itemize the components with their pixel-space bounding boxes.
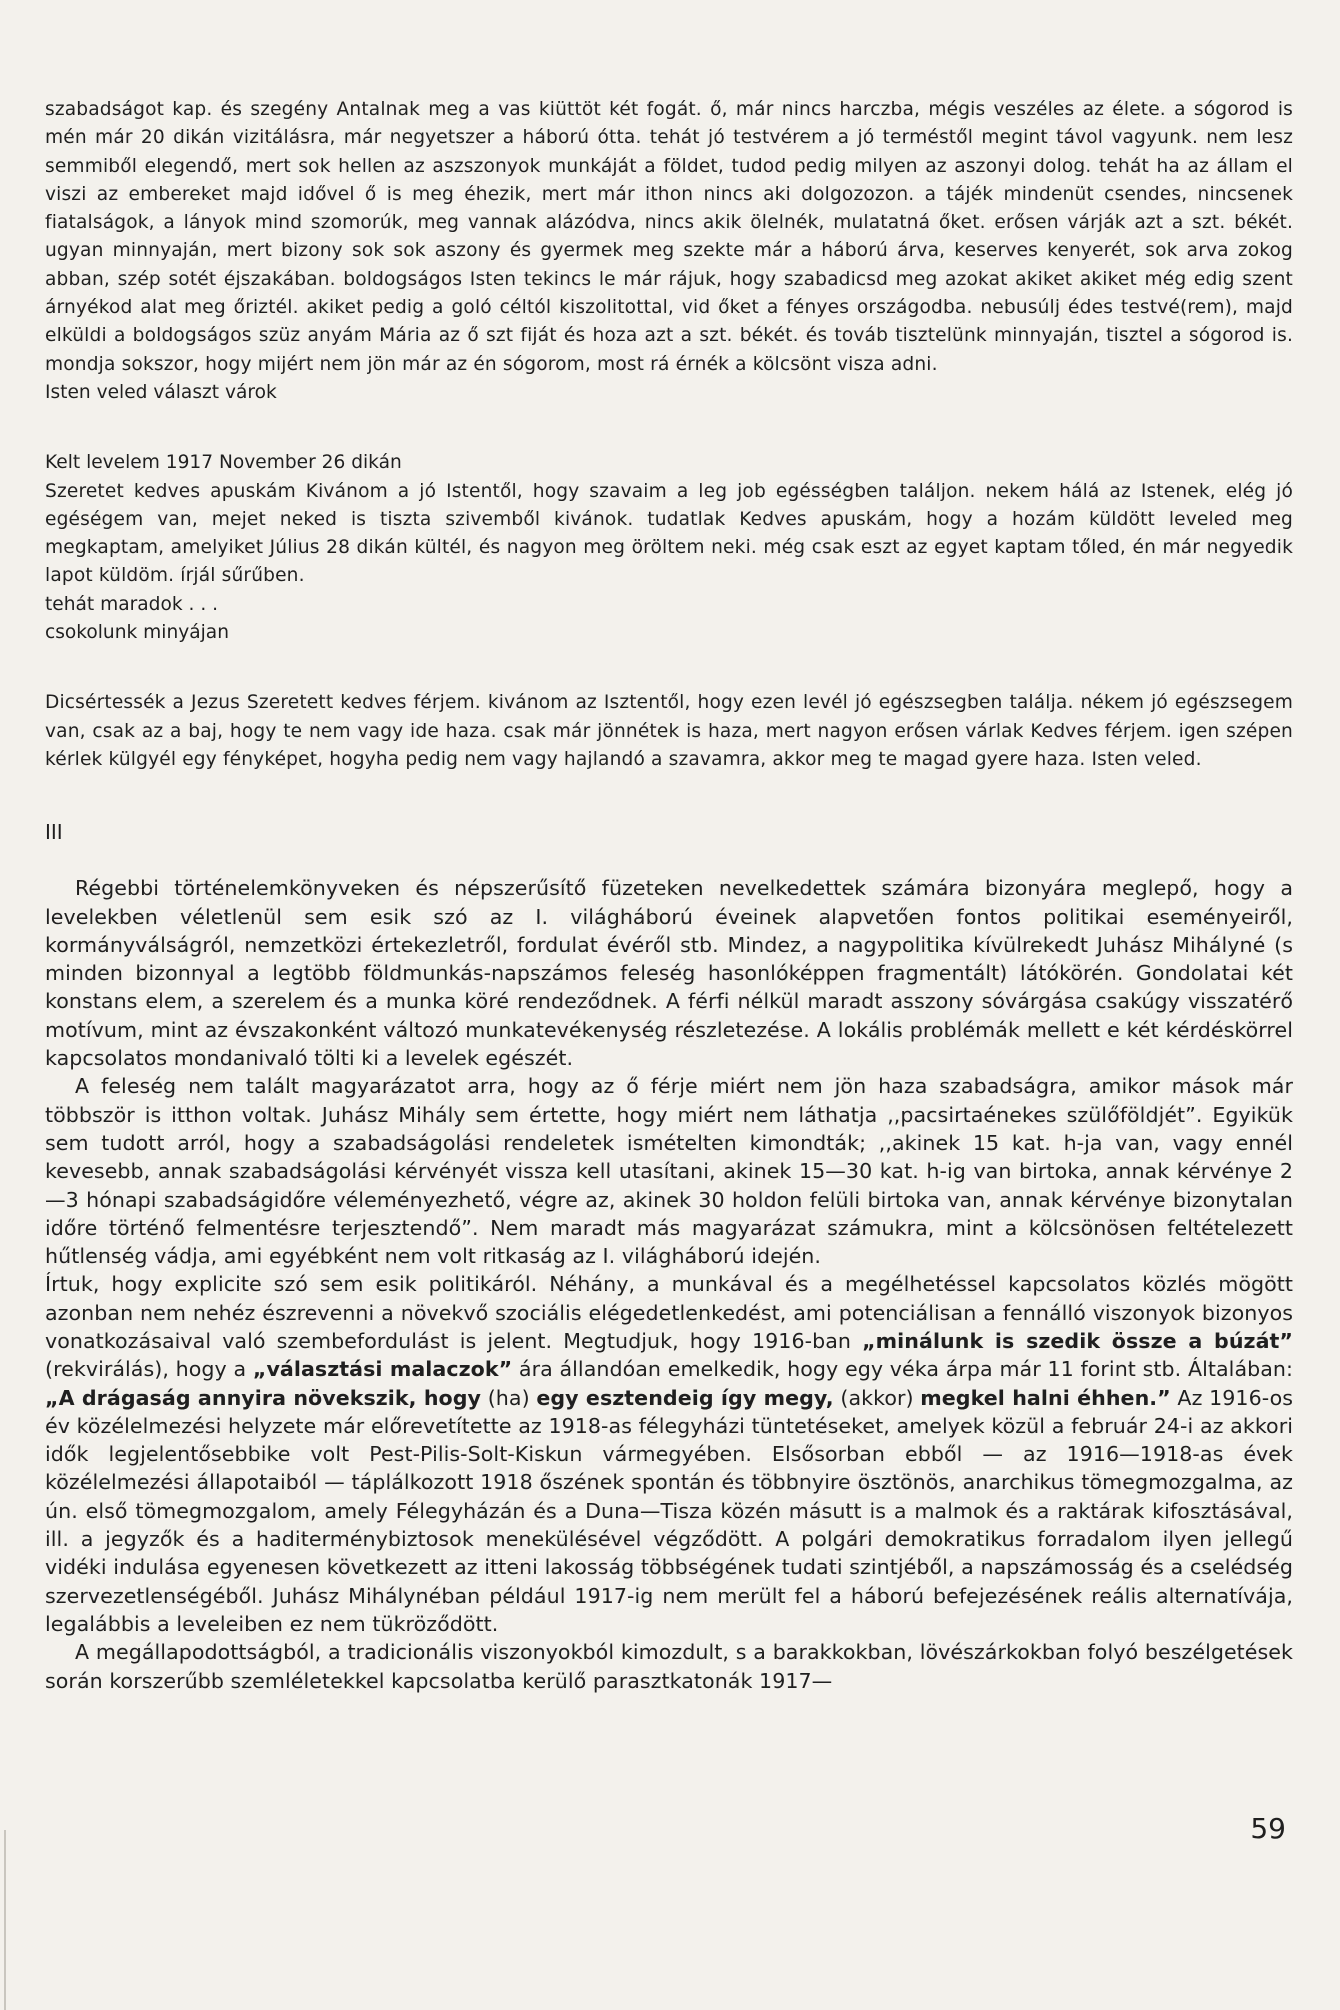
section-number: III [45, 820, 63, 845]
letter-1-closing: Isten veled választ várok [45, 381, 277, 403]
p3-quote-5: megkel halni éhhen.” [920, 1385, 1171, 1410]
spacer [45, 846, 1293, 874]
letter-3-text: Dicsértessék a Jezus Szeretett kedves férjem. kivánom az Isztentől, hogy ezen levél jó egészsegben találja. nékem jó egészsegem van, csak az a baj, hogy te nem vagy ide haza. csak már jönnétek is haza, mert nagyon erősen várlak Kedves férjem. igen szépen kérlek külgyél egy fényképet, hogyha pedig nem vagy hajlandó a szavamra, akkor meg te magad gyere haza. Isten veled. [45, 692, 1293, 770]
p3-text-a: Írtuk, hogy explicite szó sem esik politikáról. Néhány, a munkával és a megélhetéssel kapcsolatos közlés mögött azonban nem nehéz észrevenni a növekvő szociális elégedetlenkedést, ami potenciálisan a fennálló viszonyok bizonyos vonatkozásaival való szembefordulást is jelent. Megtudjuk, hogy 1916-ban [45, 1272, 1293, 1353]
spacer [45, 774, 1293, 818]
spacer [45, 647, 1293, 689]
p3-quote-2: „választási malaczok” [252, 1357, 513, 1382]
p3-text-f: (akkor) [833, 1385, 921, 1410]
letter-2-signoff: csokolunk minyájan [45, 622, 229, 644]
body-paragraph-3 [45, 1270, 1293, 1638]
letter-1-text: szabadságot kap. és szegény Antalnak meg a vas kiüttöt két fogát. ő, már nincs harczba, mégis veszéles az élete. a sógorod is mén már 20 dikán vizitálásra, már negyetszer a háború ótta. tehát jó testvérem a jó terméstől megint távol vagyunk. nem lesz semmiből elegendő, mert sok hellen az aszszonyok munkáját a földet, tudod pedig milyen az aszonyi dolog. tehát ha az állam el viszi az embereket majd idővel ő is meg éhezik, mert már ithon nincs aki dolgozozon. a tájék mindenüt csendes, nincsenek fiatalságok, a lányok mind szomorúk, meg vannak alázódva, nincs akik ölelnék, mulatatná őket. erősen várják azt a szt. békét. ugyan minnyaján, mert bizony sok sok aszony és gyermek meg szekte már a háború árva, keserves kenyerét, sok arva zokog abban, szép sotét éjszakában. boldogságos Isten tekincs le már rájuk, hogy szabadicsd meg azokat akiket akiket még edig szent árnyékod alat meg őriztél. akiket pedig a goló céltól kiszolitottal, vid őket a fényes országodba. nebusúlj édes testvé(rem), majd elküldi a boldogságos szüz anyám Mária az ő szt fiját és hoza azt a szt. békét. és továb tisztelünk minnyaján, tisztel a sógorod is. mondja sokszor, hogy mijért nem jön már az én sógorom, most rá érnék a kölcsönt visza adni. [45, 99, 1293, 375]
p3-quote-3: „A drágaság annyira növekszik, hogy [45, 1385, 482, 1410]
p3-quote-4: egy esztendeig így megy, [536, 1385, 834, 1410]
letter-2-line: tehát maradok . . . [45, 593, 219, 615]
letter-2-text: Szeretet kedves apuskám Kivánom a jó Istentől, hogy szavaim a leg job egésségben találjon. nekem hálá az Istenek, elég jó egéségem van, mejet neked is tiszta szivemből kivánok. tudatlak Kedves apuskám, hogy a hozám küldött leveled meg megkaptam, amelyiket Július 28 dikán kültél, és nagyon meg öröltem neki. még csak eszt az egyet kaptam tőled, én már negyedik lapot küldöm. írjál sűrűben. [45, 480, 1293, 587]
p3-text-d: ára állandóan emelkedik, hogy egy véka árpa már 11 forint stb. Általában: [512, 1357, 1293, 1382]
page-edge-mark [4, 1830, 6, 2010]
p3-quote-1: „minálunk is szedik össze a búzát” [862, 1328, 1294, 1353]
p3-text-e: (ha) [481, 1385, 537, 1410]
body-paragraph-1: Régebbi történelemkönyveken és népszerűsítő füzeteken nevelkedettek számára bizonyára meglepő, hogy a levelekben véletlenül sem esik szó az I. világháború éveinek alapvetően fontos politikai eseményeiről, kormányválságról, nemzetközi értekezletről, fordulat évéről stb. Mindez, a nagypolitika kívülrekedt Juhász Mihályné (s minden bizonnyal a legtöbb földmunkás-napszámos feleség hasonlóképpen fragmentált) látókörén. Gondolatai két konstans elem, a szerelem és a munka köré rendeződnek. A férfi nélkül maradt asszony sóvárgása csakúgy visszatérő motívum, mint az évszakonként változó munkatevékenység részletezése. A lokális problémák mellett e két kérdéskörrel kapcsolatos mondanivaló tölti ki a levelek egészét. [45, 876, 1293, 1071]
body-paragraph-4: A megállapodottságból, a tradicionális viszonyokból kimozdult, s a barakkokban, lövészárkokban folyó beszélgetések során korszerűbb szemléletekkel kapcsolatba kerülő parasztkatonák 1917— [45, 1640, 1293, 1693]
p3-text-c: (rekvirálás), hogy a [45, 1357, 253, 1382]
page-content [45, 96, 1293, 1695]
page-number: 59 [1250, 1812, 1286, 1845]
p3-text-g: Az 1916-os év közélelmezési helyzete már előrevetítette az 1918-as félegyházi tüntetéseket, amelyek közül a február 24-i az akkori idők legjelentősebbike volt Pest-Pilis-Solt-Kiskun vármegyében. Elsősorban ebből — az 1916—1918-as évek közélelmezési állapotaiból — táplálkozott 1918 őszének spontán és többnyire ösztönös, anarchikus tömegmozgalma, az ún. első tömegmozgalom, amely Félegyházán és a Duna—Tisza közén másutt is a malmok és a raktárak kifosztásával, ill. a jegyzők és a haditerménybiztosok menekülésével végződött. A polgári demokratikus forradalom ilyen jellegű vidéki indulása egyenesen következett az itteni lakosság többségének tudati szintjéből, a napszámosság és a cselédség szervezetlenségéből. Juhász Mihálynéban például 1917-ig nem merült fel a háború befejezésének reális alternatívája, legalábbis a leveleiben ez nem tükröződött. [45, 1385, 1294, 1636]
spacer [45, 407, 1293, 449]
letter-2-date: Kelt levelem 1917 November 26 dikán [45, 452, 402, 474]
body-paragraph-2: A feleség nem talált magyarázatot arra, hogy az ő férje miért nem jön haza szabadságra, amikor mások már többször is itthon voltak. Juhász Mihály sem értette, hogy miért nem láthatja ,,pacsirtaénekes szülőföldjét”. Egyikük sem tudott arról, hogy a szabadságolási rendeletek ismételten kimondták; ,,akinek 15 kat. h-ja van, vagy ennél kevesebb, annak szabadságolási kérvényét vissza kell utasítani, akinek 15—30 kat. h-ig van birtoka, annak kérvénye 2—3 hónapi szabadságidőre véleményezhető, végre az, akinek 30 holdon felüli birtoka van, annak kérvénye bizonytalan időre történő felmentésre terjesztendő”. Nem maradt más magyarázat számukra, mint a kölcsönösen feltételezett hűtlenség vádja, ami egyébként nem volt ritkaság az I. világháború idején. [45, 1074, 1293, 1269]
